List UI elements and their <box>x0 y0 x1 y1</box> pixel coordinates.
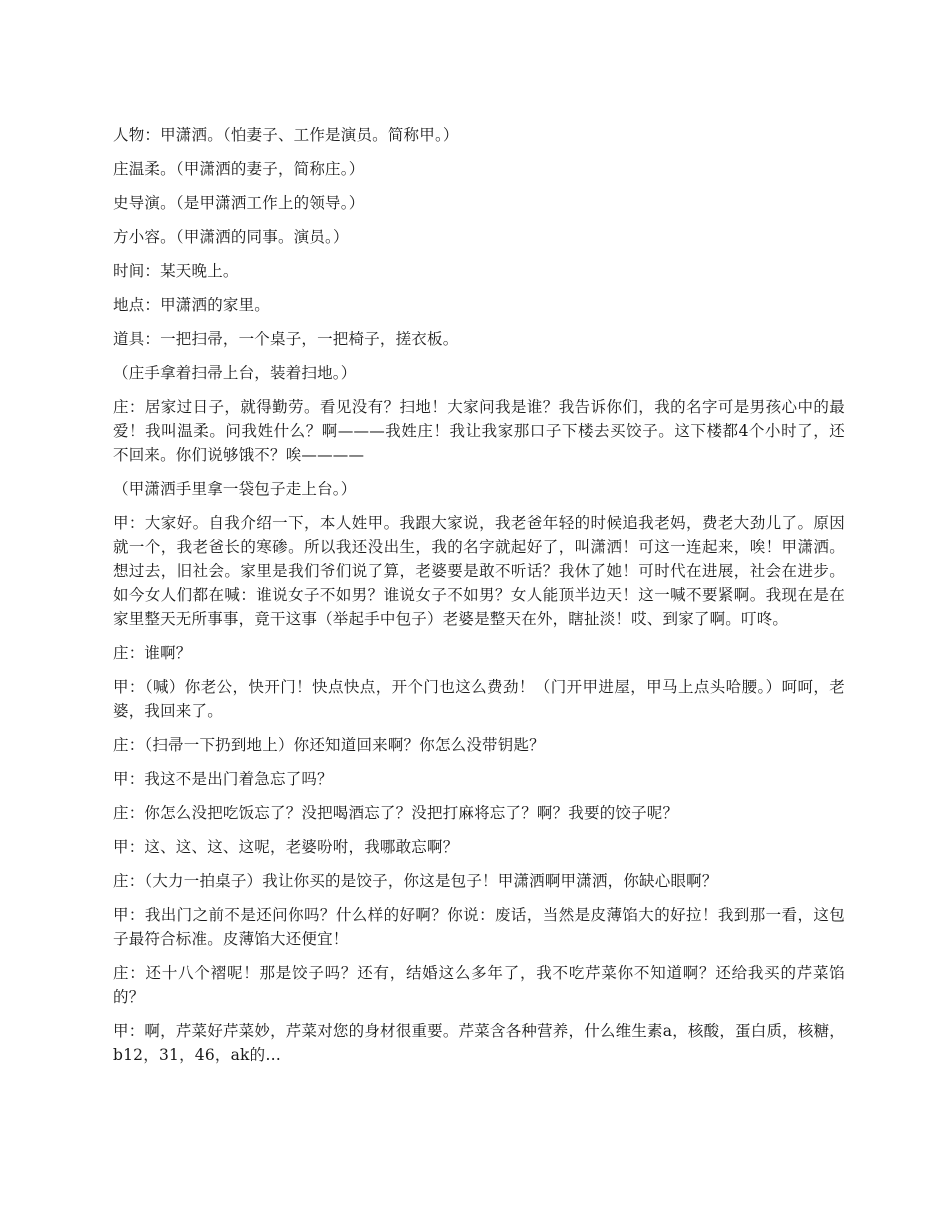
dialogue-paragraph: 甲：这、这、这、这呢，老婆吩咐，我哪敢忘啊？ <box>113 838 459 856</box>
dialogue-paragraph: 甲：（喊）你老公，快开门！快点快点，开个门也这么费劲！（门开甲进屋，甲马上点头哈腰。）呵呵，老婆，我回来了。 <box>113 678 845 720</box>
cast-line-director: 史导演。（是甲潇洒工作上的领导。） <box>113 194 365 212</box>
dialogue-paragraph: 庄：你怎么没把吃饭忘了？没把喝酒忘了？没把打麻将忘了？啊？我要的饺子呢？ <box>113 804 679 822</box>
stage-direction: （甲潇洒手里拿一袋包子走上台。） <box>113 480 357 498</box>
cast-line-jia: 人物：甲潇洒。（怕妻子、工作是演员。简称甲。） <box>113 126 459 144</box>
location-line: 地点：甲潇洒的家里。 <box>113 296 271 314</box>
props-line: 道具：一把扫帚，一个桌子，一把椅子，搓衣板。 <box>113 330 459 348</box>
dialogue-paragraph: 甲：啊，芹菜好芹菜妙，芹菜对您的身材很重要。芹菜含各种营养，什么维生素a，核酸，蛋白质，核糖，b12，31，46，ak的… <box>113 1022 845 1064</box>
dialogue-paragraph: 庄：居家过日子，就得勤劳。看见没有？扫地！大家问我是谁？我告诉你们，我的名字可是男孩心中的最爱！我叫温柔。问我姓什么？啊———我姓庄！我让我家那口子下楼去买饺子。这下楼都4个小时了，还不回来。你们说够饿不？唉———— <box>113 398 845 464</box>
dialogue-paragraph: 庄：（扫帚一下扔到地上）你还知道回来啊？你怎么没带钥匙？ <box>113 736 545 754</box>
dialogue-paragraph: 庄：（大力一拍桌子）我让你买的是饺子，你这是包子！甲潇洒啊甲潇洒，你缺心眼啊？ <box>113 872 718 890</box>
dialogue-paragraph: 庄：谁啊？ <box>113 644 192 662</box>
dialogue-paragraph: 庄：还十八个褶呢！那是饺子吗？还有，结婚这么多年了，我不吃芹菜你不知道啊？还给我买的芹菜馅的？ <box>113 964 845 1006</box>
cast-line-zhuang: 庄温柔。（甲潇洒的妻子，简称庄。） <box>113 160 365 178</box>
cast-line-fang: 方小容。（甲潇洒的同事。演员。） <box>113 228 349 246</box>
dialogue-paragraph: 甲：我这不是出门着急忘了吗？ <box>113 770 333 788</box>
stage-direction: （庄手拿着扫帚上台，装着扫地。） <box>113 364 357 382</box>
document-page <box>113 123 845 1077</box>
dialogue-paragraph: 甲：我出门之前不是还问你吗？什么样的好啊？你说：废话，当然是皮薄馅大的好拉！我到那一看，这包子最符合标准。皮薄馅大还便宜！ <box>113 906 845 948</box>
dialogue-paragraph: 甲：大家好。自我介绍一下，本人姓甲。我跟大家说，我老爸年轻的时候追我老妈，费老大劲儿了。原因就一个，我老爸长的寒碜。所以我还没出生，我的名字就起好了，叫潇洒！可这一连起来，唉！甲潇洒。想过去，旧社会。家里是我们爷们说了算，老婆要是敢不听话？我休了她！可时代在进展，社会在进步。如今女人们都在喊：谁说女子不如男？谁说女子不如男？女人能顶半边天！这一喊不要紧啊。我现在是在家里整天无所事事，竟干这事（举起手中包子）老婆是整天在外，瞎扯淡！哎、到家了啊。叮咚。 <box>113 514 845 628</box>
time-line: 时间：某天晚上。 <box>113 262 239 280</box>
